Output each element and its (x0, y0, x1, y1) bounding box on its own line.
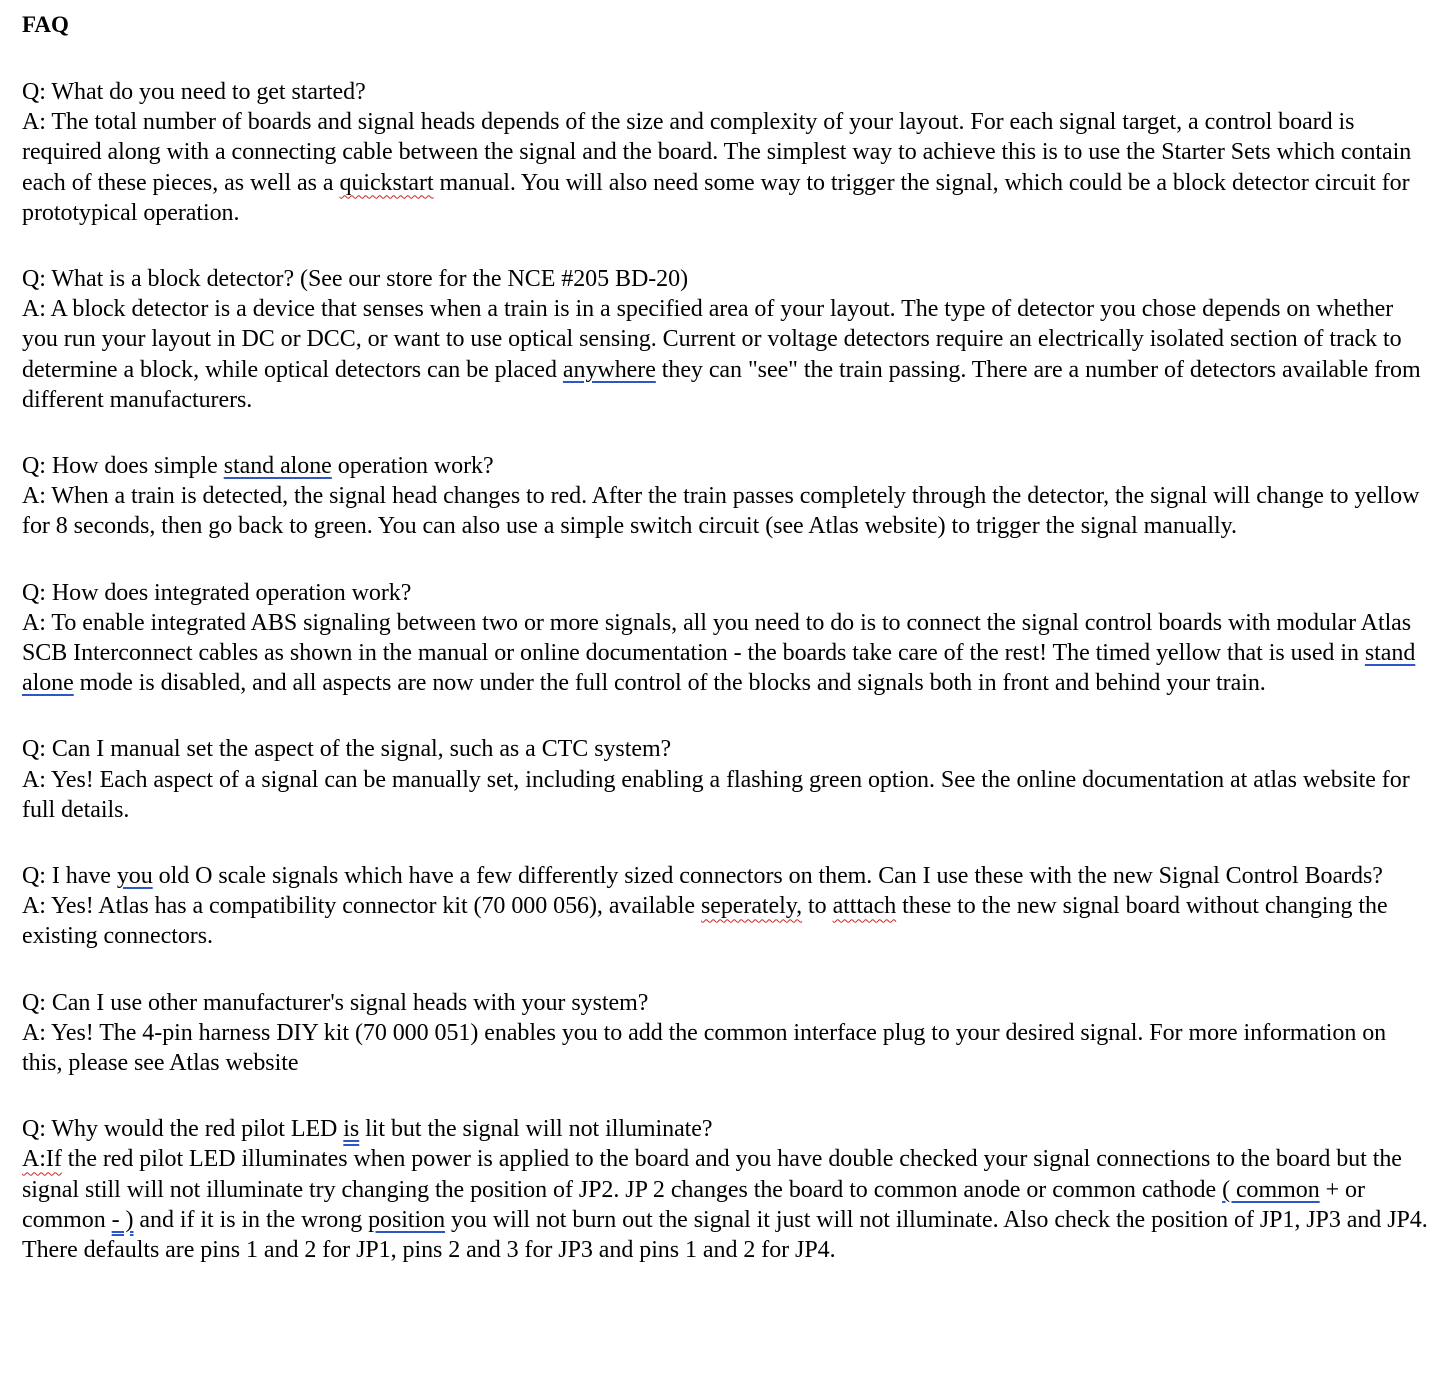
misspelled-word: A:If (22, 1146, 62, 1173)
answer-text: they can "see" the train passing. There are a number of detectors available from different manufacturers. (22, 356, 1421, 413)
faq-question: Q: Can I use other manufacturer's signal heads with your system? (22, 989, 649, 1016)
grammar-flagged-word: you (116, 863, 153, 890)
faq-item (22, 451, 1432, 542)
faq-question (22, 1114, 1432, 1144)
faq-answer (22, 107, 1432, 228)
grammar-flagged-word: stand alone (223, 453, 332, 480)
faq-answer: A: Yes! Each aspect of a signal can be manually set, including enabling a flashing green option. See the online documentation at atlas website for full details. (22, 766, 1410, 823)
page-title: FAQ (22, 12, 69, 37)
faq-item (22, 988, 1432, 1079)
faq-answer (22, 294, 1432, 415)
faq-item (22, 1114, 1432, 1265)
faq-question: Q: What do you need to get started? (22, 79, 366, 105)
faq-question: Q: What is a block detector? (See our store for the NCE #205 BD-20) (22, 266, 689, 293)
grammar-flagged-word: anywhere (562, 356, 656, 383)
misspelled-word: atttach (832, 893, 897, 920)
answer-text: you will not burn out the signal it just will not illuminate. Also check the position of JP1, JP3 and JP4. There defaults are pins 1 and 2 for JP1, pins 2 and 3 for JP3 and pins 1 and 2 for JP4. (22, 1206, 1428, 1264)
answer-text: A: A block detector is a device that senses when a train is in a specified area of your layout. The type of detector you chose depends on whether you run your layout in DC or DCC, or want to use optical sensing. Current or voltage detectors require an electrically isolated section of track to determine a block, while optical detectors can be placed (22, 296, 1402, 383)
grammar-flagged-word: stand alone (22, 640, 1416, 697)
faq-answer (22, 608, 1432, 699)
question-text: old O scale signals which have a few differently sized connectors on them. Can I use these with the new Signal Control Boards? (152, 863, 1383, 890)
question-text: operation work? (331, 453, 494, 480)
grammar-flagged-word: - ) (111, 1206, 134, 1233)
question-text: lit but the signal will not illuminate? (359, 1116, 713, 1143)
misspelled-word: quickstart (339, 169, 434, 196)
answer-text: A: The total number of boards and signal heads depends of the size and complexity of your layout. For each signal target, a control board is required along with a connecting cable between the signal and the board. The simplest way to achieve this is to use the Starter Sets which contain each of these pieces, as well as a (22, 109, 1412, 196)
faq-item (22, 578, 1432, 699)
answer-text: A: To enable integrated ABS signaling between two or more signals, all you need to do is to connect the signal control boards with modular Atlas SCB Interconnect cables as shown in the manual or online documentation - the boards take care of the rest! The timed yellow that is used in (22, 609, 1412, 667)
faq-answer (22, 1144, 1432, 1265)
faq-answer: A: When a train is detected, the signal head changes to red. After the train passes completely through the detector, the signal will change to yellow for 8 seconds, then go back to green. You can also use a simple switch circuit (see Atlas website) to trigger the signal manually. (22, 483, 1420, 540)
faq-item (22, 861, 1432, 952)
faq-document (22, 10, 1432, 1301)
faq-answer: A: Yes! The 4-pin harness DIY kit (70 000 051) enables you to add the common interface plug to your desired signal. For more information on this, please see Atlas website (22, 1019, 1387, 1077)
answer-text: manual. You will also need some way to trigger the signal, which could be a block detector circuit for prototypical operation. (22, 169, 1410, 226)
answer-text: A: Yes! Atlas has a compatibility connector kit (70 000 056), available (22, 893, 701, 920)
answer-text: and if it is in the wrong (133, 1206, 369, 1233)
grammar-flagged-word: ( common (1222, 1176, 1320, 1203)
faq-question: Q: Can I manual set the aspect of the signal, such as a CTC system? (22, 736, 672, 763)
answer-text: mode is disabled, and all aspects are now under the full control of the blocks and signals both in front and behind your train. (73, 670, 1266, 697)
faq-question (22, 861, 1432, 891)
misspelled-word: seperately, (700, 893, 803, 920)
faq-question (22, 451, 1432, 481)
grammar-flagged-word: is (343, 1116, 360, 1143)
answer-text: + or common (22, 1176, 1365, 1233)
question-text: Q: Why would the red pilot LED (22, 1116, 344, 1143)
answer-text: these to the new signal board without changing the existing connectors. (22, 893, 1388, 950)
grammar-flagged-word: position (368, 1206, 446, 1233)
question-text: Q: I have (22, 863, 117, 890)
answer-text: the red pilot LED illuminates when power is applied to the board and you have double checked your signal connections to the board but the signal still will not illuminate try changing the position of JP2. JP 2 changes the board to common anode or common cathode (22, 1146, 1402, 1203)
faq-question: Q: How does integrated operation work? (22, 579, 412, 606)
faq-item (22, 264, 1432, 415)
faq-item (22, 734, 1432, 825)
question-text: Q: How does simple (22, 453, 224, 480)
faq-item (22, 77, 1432, 228)
faq-answer (22, 891, 1432, 951)
answer-text: to (802, 893, 833, 920)
